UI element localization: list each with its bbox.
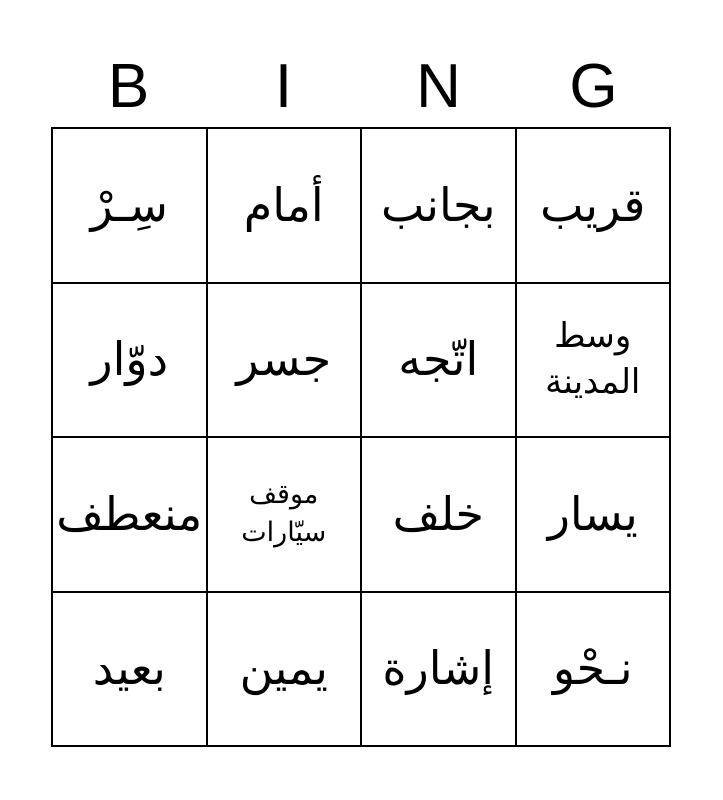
bingo-cell[interactable]: بعيد — [53, 593, 208, 748]
bingo-cell[interactable]: أمام — [208, 129, 363, 284]
bingo-cell[interactable]: وسط المدينة — [517, 284, 672, 439]
bingo-cell[interactable]: نـحْو — [517, 593, 672, 748]
bingo-cell[interactable]: موقف سيّارات — [208, 438, 363, 593]
header-letter-i: I — [274, 52, 293, 121]
bingo-cell[interactable]: اتّجه — [362, 284, 517, 439]
bingo-cell[interactable]: منعطف — [53, 438, 208, 593]
bingo-cell[interactable]: خلف — [362, 438, 517, 593]
bingo-cell[interactable]: بجانب — [362, 129, 517, 284]
bingo-cell[interactable]: دوّار — [53, 284, 208, 439]
bingo-header — [51, 52, 671, 122]
bingo-cell[interactable]: إشارة — [362, 593, 517, 748]
bingo-cell[interactable]: يمين — [208, 593, 363, 748]
bingo-cell[interactable]: سِـرْ — [53, 129, 208, 284]
bingo-grid — [51, 127, 671, 747]
header-letter-b: B — [107, 52, 150, 121]
header-letter-n: N — [416, 52, 461, 121]
bingo-cell[interactable]: يسار — [517, 438, 672, 593]
header-letter-g: G — [569, 52, 618, 121]
bingo-cell[interactable]: جسر — [208, 284, 363, 439]
bingo-cell[interactable]: قريب — [517, 129, 672, 284]
